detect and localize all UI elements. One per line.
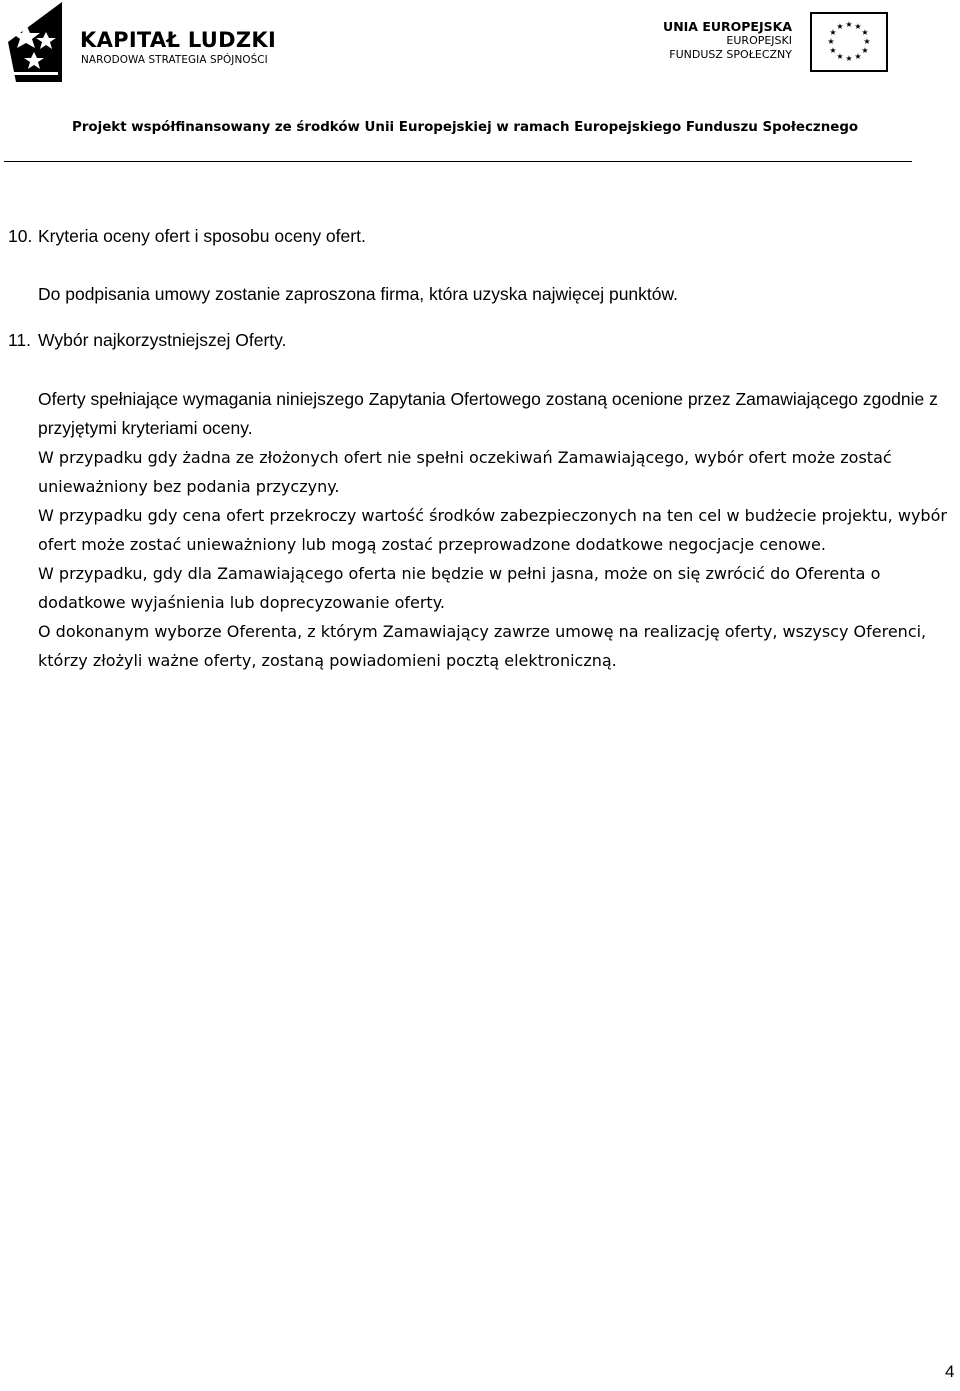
eu-logo-text	[663, 20, 792, 62]
eu-logo-line1: UNIA EUROPEJSKA	[663, 19, 792, 34]
svg-text:★: ★	[829, 46, 837, 55]
paragraph-clarification: W przypadku, gdy dla Zamawiającego oferta nie będzie w pełni jasna, może on się zwrócić do Oferenta o dodatkowe wyjaśnienia lub doprecyzowanie oferty.	[38, 564, 881, 612]
header-divider	[4, 161, 912, 162]
svg-text:★: ★	[829, 28, 837, 37]
kapital-ludzki-logo	[4, 2, 277, 82]
paragraph-price-exceeds: W przypadku gdy cena ofert przekroczy wartość środków zabezpieczonych na ten cel w budżecie projektu, wybór ofert może zostać unieważniony lub mogą zostać przeprowadzone dodatkowe negocjacje cenowe.	[38, 506, 947, 554]
svg-text:★: ★	[827, 37, 835, 46]
section-10-title: Kryteria oceny ofert i sposobu oceny ofert.	[38, 226, 366, 246]
svg-text:★: ★	[854, 22, 862, 31]
svg-text:★: ★	[861, 28, 869, 37]
kapital-ludzki-emblem-icon	[4, 2, 70, 82]
section-11-heading	[8, 330, 286, 351]
section-11-intro: Oferty spełniające wymagania niniejszego Zapytania Ofertowego zostaną ocenione przez Zamawiającego zgodnie z przyjętymi kryteriami oceny.	[38, 389, 938, 438]
paragraph-notification: O dokonanym wyborze Oferenta, z którym Zamawiający zawrze umowę na realizację oferty, wszyscy Oferenci, którzy złożyli ważne oferty, zostaną powiadomieni pocztą elektroniczną.	[38, 622, 927, 670]
section-11-paragraphs	[38, 443, 960, 675]
project-cofinancing-line: Projekt współfinansowany ze środków Unii Europejskiej w ramach Europejskiego Funduszu Społecznego	[72, 120, 859, 135]
paragraph-no-offer-meets: W przypadku gdy żadna ze złożonych ofert nie spełni oczekiwań Zamawiającego, wybór ofert może zostać unieważniony bez podania przyczyny.	[38, 448, 892, 496]
svg-text:★: ★	[836, 22, 844, 31]
svg-text:★: ★	[845, 54, 853, 63]
svg-text:★: ★	[845, 20, 853, 29]
section-11-number: 11.	[8, 330, 32, 350]
page-number: 4	[945, 1362, 955, 1381]
section-10-heading	[8, 226, 366, 247]
section-11-title: Wybór najkorzystniejszej Oferty.	[38, 330, 287, 350]
eu-logo-line2: EUROPEJSKI	[726, 34, 792, 47]
svg-text:★: ★	[863, 37, 871, 46]
eu-logo	[663, 12, 892, 74]
kapital-ludzki-name: KAPITAŁ LUDZKI	[80, 28, 277, 52]
svg-text:★: ★	[854, 52, 862, 61]
section-11-intro-block	[38, 385, 938, 443]
svg-text:★: ★	[861, 46, 869, 55]
svg-text:★: ★	[836, 52, 844, 61]
section-10-body: Do podpisania umowy zostanie zaproszona firma, która uzyska najwięcej punktów.	[38, 284, 679, 304]
eu-flag-icon	[810, 12, 888, 72]
section-10-number: 10.	[8, 226, 33, 246]
eu-logo-line3: FUNDUSZ SPOŁECZNY	[669, 48, 792, 61]
kapital-ludzki-subtitle: NARODOWA STRATEGIA SPÓJNOŚCI	[81, 54, 268, 66]
